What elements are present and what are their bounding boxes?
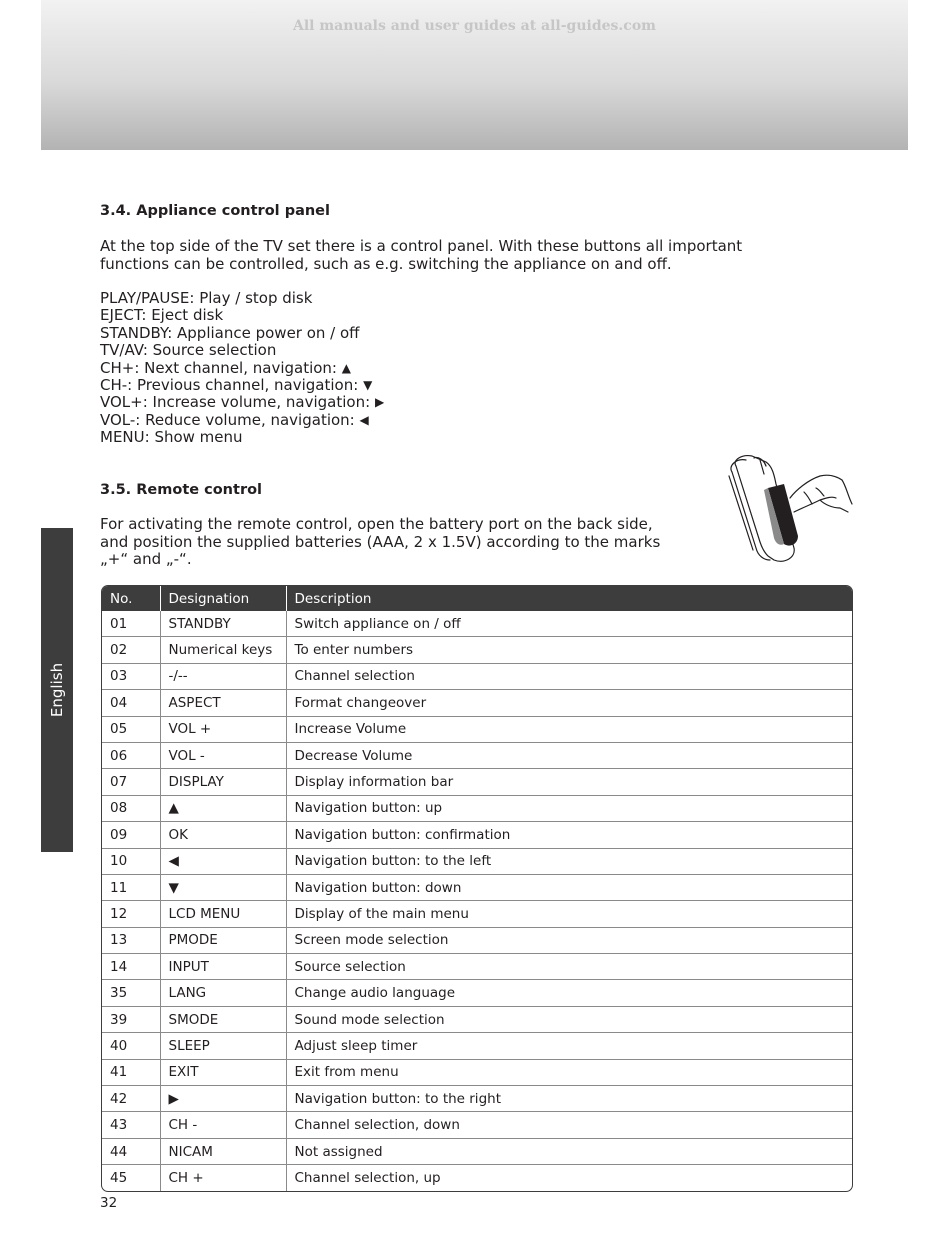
control-list-item	[100, 394, 860, 411]
cell-description: Sound mode selection	[286, 1006, 852, 1032]
control-list-item	[100, 412, 860, 429]
control-list-text: CH+: Next channel, navigation:	[100, 358, 337, 377]
control-list-text: CH-: Previous channel, navigation:	[100, 376, 359, 395]
table-row	[102, 637, 852, 663]
control-list-item	[100, 307, 860, 324]
cell-no: 08	[102, 795, 160, 821]
cell-designation: ▼	[160, 874, 286, 900]
section-3-4-heading-block	[100, 203, 860, 219]
cell-description: Navigation button: to the left	[286, 848, 852, 874]
control-list-item	[100, 290, 860, 307]
control-list-text: STANDBY: Appliance power on / off	[100, 323, 360, 342]
language-tab	[41, 528, 73, 852]
table-row	[102, 742, 852, 768]
table-row	[102, 1138, 852, 1164]
table-row	[102, 980, 852, 1006]
column-header-description: Description	[286, 586, 852, 611]
control-list-text: PLAY/PAUSE: Play / stop disk	[100, 289, 313, 307]
navigation-arrow-icon: ▶	[374, 395, 385, 410]
intro-line: and position the supplied batteries (AAA, 2 x 1.5V) according to the marks	[100, 532, 661, 551]
table-row	[102, 1112, 852, 1138]
cell-designation: ◀	[160, 848, 286, 874]
control-list-text: VOL+: Increase volume, navigation:	[100, 393, 371, 412]
cell-description: To enter numbers	[286, 637, 852, 663]
cell-no: 06	[102, 742, 160, 768]
cell-description: Source selection	[286, 954, 852, 980]
control-list-item	[100, 342, 860, 359]
cell-description: Navigation button: up	[286, 795, 852, 821]
control-list-text: VOL-: Reduce volume, navigation:	[100, 410, 355, 429]
cell-no: 04	[102, 690, 160, 716]
table-row	[102, 874, 852, 900]
intro-line: At the top side of the TV set there is a control panel. With these buttons all important	[100, 237, 743, 255]
table-row	[102, 927, 852, 953]
section-3-5-title: 3.5. Remote control	[100, 482, 263, 498]
cell-no: 09	[102, 822, 160, 848]
cell-description: Screen mode selection	[286, 927, 852, 953]
control-list-item	[100, 325, 860, 342]
cell-no: 05	[102, 716, 160, 742]
cell-description: Decrease Volume	[286, 742, 852, 768]
table-row	[102, 1006, 852, 1032]
table-row	[102, 611, 852, 637]
cell-description: Increase Volume	[286, 716, 852, 742]
table-body	[102, 611, 852, 1191]
section-3-4-intro	[100, 238, 860, 273]
cell-description: Navigation button: to the right	[286, 1086, 852, 1112]
table-row	[102, 690, 852, 716]
cell-description: Adjust sleep timer	[286, 1033, 852, 1059]
cell-designation: ASPECT	[160, 690, 286, 716]
cell-designation: LCD MENU	[160, 901, 286, 927]
cell-designation: EXIT	[160, 1059, 286, 1085]
table-row	[102, 1086, 852, 1112]
cell-designation: SLEEP	[160, 1033, 286, 1059]
cell-description: Change audio language	[286, 980, 852, 1006]
control-list-text: TV/AV: Source selection	[100, 341, 277, 360]
cell-description: Navigation button: down	[286, 874, 852, 900]
cell-description: Format changeover	[286, 690, 852, 716]
remote-control-table	[101, 585, 853, 1192]
cell-designation: OK	[160, 822, 286, 848]
cell-no: 12	[102, 901, 160, 927]
cell-no: 01	[102, 611, 160, 637]
table-row	[102, 848, 852, 874]
control-list-item	[100, 377, 860, 394]
control-list-text: MENU: Show menu	[100, 428, 243, 447]
cell-designation: LANG	[160, 980, 286, 1006]
cell-no: 40	[102, 1033, 160, 1059]
table-row	[102, 716, 852, 742]
column-header-designation: Designation	[160, 586, 286, 611]
cell-designation: PMODE	[160, 927, 286, 953]
language-tab-label: English	[48, 662, 66, 718]
cell-no: 42	[102, 1086, 160, 1112]
cell-designation: ▲	[160, 795, 286, 821]
cell-designation: NICAM	[160, 1138, 286, 1164]
column-header-no: No.	[102, 586, 160, 611]
cell-description: Exit from menu	[286, 1059, 852, 1085]
cell-designation: VOL +	[160, 716, 286, 742]
navigation-arrow-icon: ◀	[359, 412, 369, 427]
table-row	[102, 1033, 852, 1059]
watermark-text: All manuals and user guides at all-guides.com	[293, 18, 656, 34]
cell-designation: INPUT	[160, 954, 286, 980]
cell-description: Navigation button: confirmation	[286, 822, 852, 848]
control-list-item	[100, 360, 860, 377]
cell-description: Channel selection, up	[286, 1165, 852, 1191]
cell-designation: STANDBY	[160, 611, 286, 637]
table-row	[102, 769, 852, 795]
cell-no: 14	[102, 954, 160, 980]
cell-designation: DISPLAY	[160, 769, 286, 795]
table-header-row	[102, 586, 852, 611]
header-band	[41, 0, 908, 150]
cell-no: 11	[102, 874, 160, 900]
cell-no: 10	[102, 848, 160, 874]
cell-no: 43	[102, 1112, 160, 1138]
cell-designation: Numerical keys	[160, 637, 286, 663]
table-row	[102, 954, 852, 980]
cell-designation: ▶	[160, 1086, 286, 1112]
table-row	[102, 1059, 852, 1085]
cell-no: 02	[102, 637, 160, 663]
cell-designation: VOL -	[160, 742, 286, 768]
section-3-4-title: 3.4. Appliance control panel	[100, 203, 330, 219]
cell-no: 41	[102, 1059, 160, 1085]
cell-description: Channel selection, down	[286, 1112, 852, 1138]
control-panel-list	[100, 290, 860, 447]
cell-no: 45	[102, 1165, 160, 1191]
table-row	[102, 663, 852, 689]
navigation-arrow-icon: ▲	[341, 360, 352, 375]
remote-battery-insertion-illustration	[724, 452, 854, 564]
cell-description: Display information bar	[286, 769, 852, 795]
cell-no: 07	[102, 769, 160, 795]
control-list-item	[100, 429, 860, 446]
table-row	[102, 822, 852, 848]
table-row	[102, 1165, 852, 1191]
cell-description: Switch appliance on / off	[294, 615, 461, 632]
cell-description: Display of the main menu	[286, 901, 852, 927]
table-row	[102, 795, 852, 821]
table-row	[102, 901, 852, 927]
cell-description: Channel selection	[286, 663, 852, 689]
intro-line: For activating the remote control, open the battery port on the back side,	[100, 515, 653, 533]
cell-designation: CH -	[160, 1112, 286, 1138]
cell-designation: -/--	[160, 663, 286, 689]
cell-no: 03	[102, 663, 160, 689]
intro-line: functions can be controlled, such as e.g. switching the appliance on and off.	[100, 254, 672, 273]
intro-line: „+“ and „-“.	[100, 550, 192, 568]
cell-designation: SMODE	[160, 1006, 286, 1032]
cell-no: 44	[102, 1138, 160, 1164]
navigation-arrow-icon: ▼	[363, 378, 373, 393]
page-number: 32	[100, 1195, 118, 1211]
cell-no: 35	[102, 980, 160, 1006]
cell-no: 39	[102, 1006, 160, 1032]
cell-no: 13	[102, 927, 160, 953]
cell-designation: CH +	[160, 1165, 286, 1191]
control-list-text: EJECT: Eject disk	[100, 306, 224, 325]
cell-description: Not assigned	[286, 1138, 852, 1164]
